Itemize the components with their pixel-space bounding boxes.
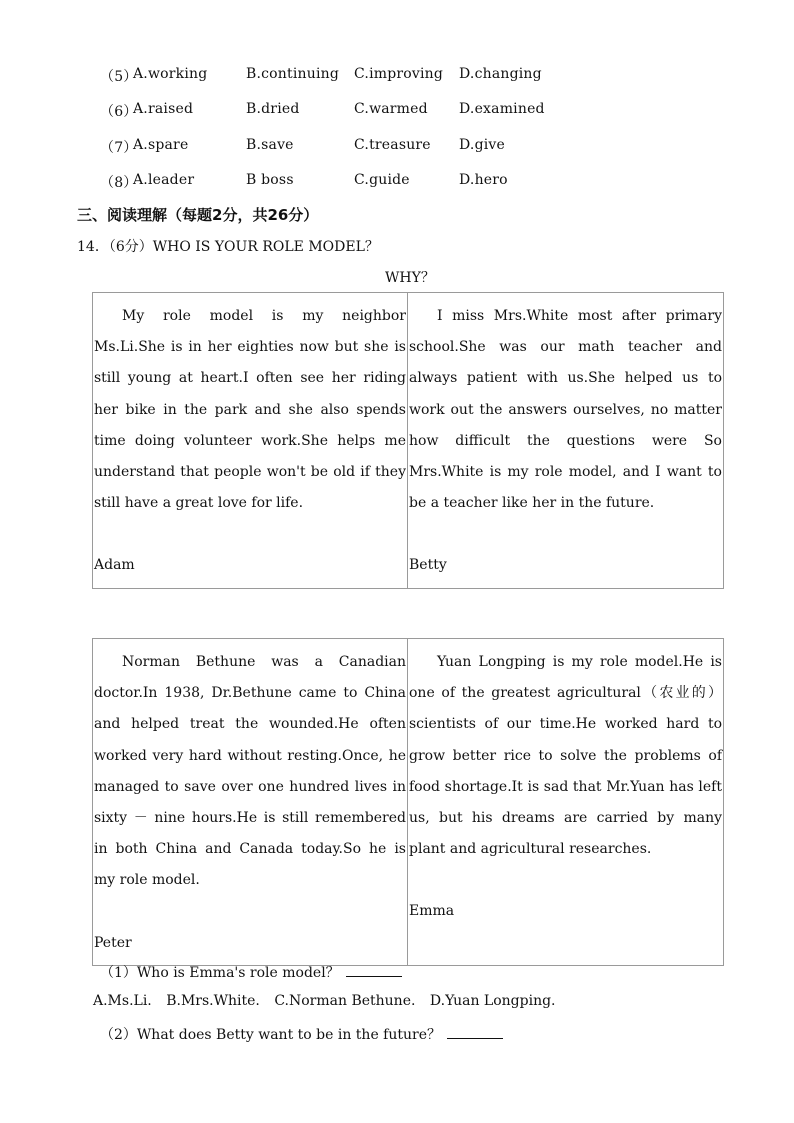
question-1-text: （1）Who is Emma's role model？	[100, 965, 340, 981]
passage-emma	[408, 639, 724, 966]
passage-table-1	[92, 292, 724, 589]
passage-author: Peter	[94, 934, 132, 951]
option-b: B.dried	[246, 101, 300, 117]
passage-author: Betty	[409, 557, 447, 574]
passage-adam	[93, 293, 408, 589]
option-c: C.warmed	[354, 101, 428, 117]
section-heading: 三、阅读理解（每题2分，共26分）	[77, 206, 319, 224]
choice-b: B.Mrs.White.	[166, 993, 260, 1009]
option-a: A.spare	[133, 137, 189, 153]
question-1	[100, 962, 402, 982]
passage-peter	[93, 639, 408, 966]
option-a: A.leader	[133, 172, 195, 188]
answer-blank[interactable]	[346, 962, 402, 977]
option-d: D.give	[459, 137, 506, 153]
option-number: （8）	[100, 175, 138, 191]
passage-text: Norman Bethune was a Canadian doctor.In 1938, Dr.Bethune came to China and helped treat the wounded.He often worked very hard without resting.Once, he managed to save over one hundred lives in sixty － nine hours.He is still remembered in both China and Canada today.So he is my role model.	[94, 654, 406, 889]
option-c: C.improving	[354, 66, 444, 82]
question-14-subtitle: WHY？	[385, 270, 435, 286]
passage-text: I miss Mrs.White most after primary school.She was our math teacher and always patient with us.She helped us to work out the answers ourselves, no matter how difficult the questions were So Mrs.White is my role model, and I want to be a teacher like her in the future.	[409, 308, 722, 512]
option-d: D.changing	[459, 66, 542, 82]
option-a: A.raised	[133, 101, 194, 117]
option-d: D.hero	[459, 172, 508, 188]
option-number: （6）	[100, 104, 138, 120]
option-number: （7）	[100, 140, 138, 156]
passage-betty	[408, 293, 724, 589]
passage-author: Adam	[94, 557, 135, 574]
passage-author: Emma	[409, 903, 455, 920]
question-2	[100, 1024, 503, 1044]
option-b: B.continuing	[246, 66, 340, 82]
option-c: C.treasure	[354, 137, 431, 153]
passage-text: My role model is my neighbor Ms.Li.She is in her eighties now but she is still young at heart.I often see her riding her bike in the park and she also spends time doing volunteer work.She helps me understand that people won't be old if they still have a great love for life.	[94, 308, 406, 512]
option-b: B boss	[246, 172, 294, 188]
choice-d: D.Yuan Longping.	[429, 993, 556, 1009]
option-c: C.guide	[354, 172, 410, 188]
passage-text: Yuan Longping is my role model.He is one of the greatest agricultural（农业的）scientists of our time.He worked hard to grow better rice to solve the problems of food shortage.It is sad that Mr.Yuan has left us, but his dreams are carried by many plant and agricultural researches.	[409, 654, 722, 858]
choice-c: C.Norman Bethune.	[274, 993, 416, 1009]
choice-a: A.Ms.Li.	[93, 993, 152, 1009]
option-number: （5）	[100, 69, 138, 85]
option-a: A.working	[133, 66, 208, 82]
question-1-choices	[93, 993, 566, 1009]
option-d: D.examined	[459, 101, 545, 117]
passage-table-2	[92, 638, 724, 966]
question-2-text: （2）What does Betty want to be in the future？	[100, 1027, 441, 1043]
question-14-title: 14．（6分）WHO IS YOUR ROLE MODEL？	[77, 239, 379, 255]
answer-blank[interactable]	[447, 1024, 503, 1039]
option-b: B.save	[246, 137, 294, 153]
